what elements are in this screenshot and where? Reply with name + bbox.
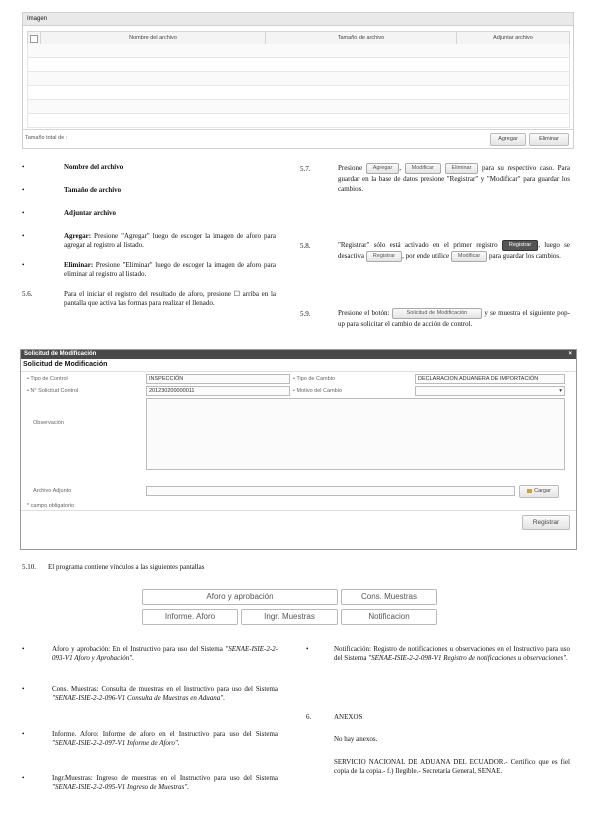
bullet-icon: • [22,163,25,171]
bullet-icon: • [22,209,25,217]
list-item: Ingr.Muestras: Ingreso de muestras en el Instructivo para uso del Sistema "SENAE-ISIE-2-2-095-V1 Ingreso de Muestras". [52,774,278,791]
required-field-note: * campo obligatorio [27,503,75,509]
folder-icon [527,489,532,493]
dialog-divider [21,510,576,511]
bullet-icon: • [306,645,309,653]
bullet-icon: • [22,774,25,782]
label-tipo-cambio: • Tipo de Cambio [293,376,335,382]
step-text: "Registrar" sólo está activado en el primer registro Registrar , luego se desactiva Registrar , por ende utilice Modificar para guardar los cambios. [338,241,570,261]
label-observacion: Observación [33,420,64,426]
images-panel-footer [23,129,573,148]
step-number: 5.6. [22,290,33,298]
nav-informe-aforo-button[interactable]: Informe. Aforo [142,609,238,625]
dialog-subtitle: Solicitud de Modificación [21,359,576,372]
label-tipo-control: • Tipo de Control [27,376,68,382]
table-row[interactable] [27,58,570,72]
bullet-icon: • [22,685,25,693]
table-row[interactable] [27,114,570,128]
column-header-attach[interactable]: Adjuntar archivo [493,35,533,41]
bullet-icon: • [22,186,25,194]
inline-modify-button: Modificar [405,163,441,174]
table-row[interactable] [27,86,570,100]
bullet-icon: • [22,261,25,269]
list-item: Tamaño de archivo [64,186,122,194]
images-panel-title: Imagen [23,13,573,26]
total-size-label: Tamaño total de : [25,135,68,141]
register-button[interactable]: Registrar [522,515,570,530]
section-title: ANEXOS [334,713,363,721]
step-number: 5.7. [300,165,311,173]
add-button[interactable]: Agregar [490,133,526,146]
list-item: Notificación: Registro de notificaciones u observaciones en el Instructivo para uso del Sistema "SENAE-ISIE-2-2-098-V1 Registro de notificaciones u observaciones". [334,645,571,662]
step-number: 5.10. [22,563,36,571]
images-panel [22,12,574,149]
list-item: Agregar: Presione "Agregar" luego de escoger la imagen de aforo para agregar al registro al listado. [64,232,276,249]
load-file-button[interactable]: Cargar [519,485,559,498]
section-text: No hay anexos. [334,735,378,743]
nav-ingr-muestras-button[interactable]: Ingr. Muestras [241,609,338,625]
list-item: Eliminar: Presione "Eliminar" luego de escoger la imagen de aforo para eliminar al registro al listado. [64,261,276,278]
numero-solicitud-field[interactable]: 201230200000011 [146,386,290,396]
bullet-icon: • [22,232,25,240]
label-motivo: • Motivo del Cambio [293,388,343,394]
step-number: 5.9. [300,310,311,318]
nav-cons-muestras-button[interactable]: Cons. Muestras [341,589,437,605]
step-number: 5.8. [300,242,311,250]
step-text: Para el iniciar el registro del resultado de aforo, presione ☐ arriba en la pantalla que activa las formas para realizar el llenado. [64,290,276,307]
nav-notificacion-button[interactable]: Notificacion [341,609,437,625]
column-header-filesize[interactable]: Tamaño de archivo [266,32,457,44]
archivo-field[interactable] [146,486,515,496]
remove-button[interactable]: Eliminar [529,133,569,146]
tipo-control-field[interactable]: INSPECCIÓN [146,374,290,384]
table-row[interactable] [27,44,570,58]
inline-delete-button: Eliminar [445,163,479,174]
inline-modify-button: Modificar [451,251,487,262]
list-item: Cons. Muestras: Consulta de muestras en el Instructivo para uso del Sistema "SENAE-ISIE-2-2-096-V1 Consulta de Muestras en Aduana". [52,685,279,702]
tipo-cambio-field[interactable]: DECLARACION ADUANERA DE IMPORTACIÓN [415,374,565,384]
table-row[interactable] [27,72,570,86]
step-text: Presione Agregar , Modificar Eliminar para su respectivo caso. Para guardar en la base de datos presione "Registrar" y "Modificar" para guardar los cambios. [338,164,571,193]
list-item: Informe. Aforo: Informe de aforo en el Instructivo para uso del Sistema "SENAE-ISIE-2-2-097-V1 Informe de Aforo". [52,730,278,747]
certificate-text: SERVICIO NACIONAL DE ADUANA DEL ECUADOR.- Certifico que es fiel copia de la copia.- f.) Ilegible.- Secretaría General, SENAE. [334,758,570,775]
inline-request-modification-button: Solicitud de Modificación [392,308,483,319]
close-icon[interactable]: × [568,351,572,357]
select-all-checkbox[interactable] [28,32,41,44]
list-item: Nombre del archivo [64,163,124,171]
label-archivo: Archivo Adjunto [33,488,72,494]
step-text: El programa contiene vínculos a las siguientes pantallas [48,563,205,571]
inline-add-button: Agregar [366,163,400,174]
table-row[interactable] [27,100,570,114]
column-header-filename[interactable]: Nombre del archivo [41,32,266,44]
bullet-icon: • [22,730,25,738]
section-number: 6. [306,713,312,721]
modification-request-dialog [20,349,577,550]
list-item: Adjuntar archivo [64,209,117,217]
bullet-icon: • [22,645,25,653]
list-item: Aforo y aprobación: En el Instructivo para uso del Sistema "SENAE-ISIE-2-2-093-V1 Aforo y Aprobación". [52,645,278,662]
step-text: Presione el botón: Solicitud de Modificación y se muestra el siguiente pop-up para solicitar el cambio de acción de control. [338,309,570,328]
chevron-down-icon[interactable]: ▾ [559,388,562,394]
label-numero-solicitud: • N° Solicitud Control [27,388,79,394]
images-grid-header [27,31,570,45]
observacion-textarea[interactable] [146,398,565,470]
inline-register-dark: Registrar [502,240,538,251]
inline-register-light: Registrar [366,251,402,262]
motivo-select[interactable] [415,386,565,396]
dialog-title: Solicitud de Modificación × [21,350,576,359]
nav-aforo-aprobacion-button[interactable]: Aforo y aprobación [142,589,338,605]
